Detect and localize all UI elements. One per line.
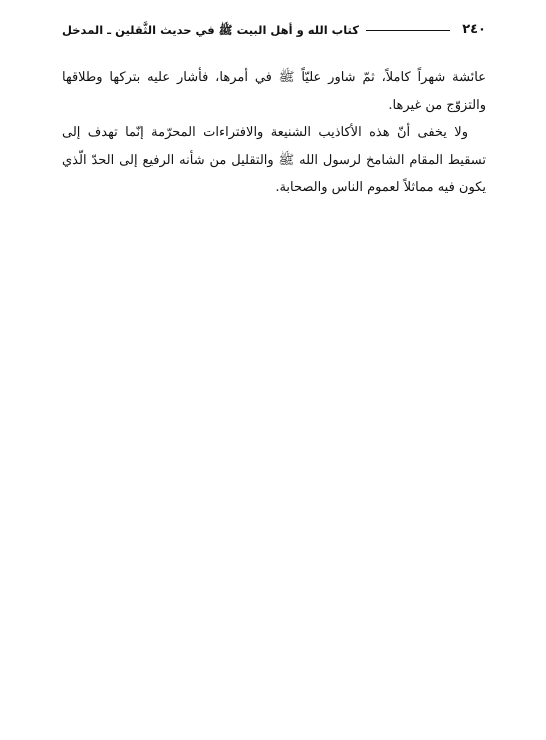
- header-rule: [366, 30, 450, 31]
- paragraph: ولا يخفى أنّ هذه الأكاذيب الشنيعة والافتراءات المحرّمة إنّما تهدف إلى تسقيط المقام الشامخ لرسول الله ﷺ والتقليل من شأنه الرفيع إلى الحدّ الّذي يكون فيه مماثلاً لعموم الناس والصحابة.: [62, 125, 486, 195]
- running-title: كتاب الله و أهل البيت ﷺ في حديث الثَّقلين ـ المدخل: [62, 23, 359, 37]
- body-text: [62, 64, 486, 202]
- paragraph-continuation: عائشة شهراً كاملاً، ثمّ شاور عليّاً ﷺ في أمرها، فأشار عليه بتركها وطلاقها والتزوّج من غيرها.: [62, 70, 486, 113]
- page-header: [62, 18, 486, 42]
- page-number: ٢٤٠: [462, 22, 486, 37]
